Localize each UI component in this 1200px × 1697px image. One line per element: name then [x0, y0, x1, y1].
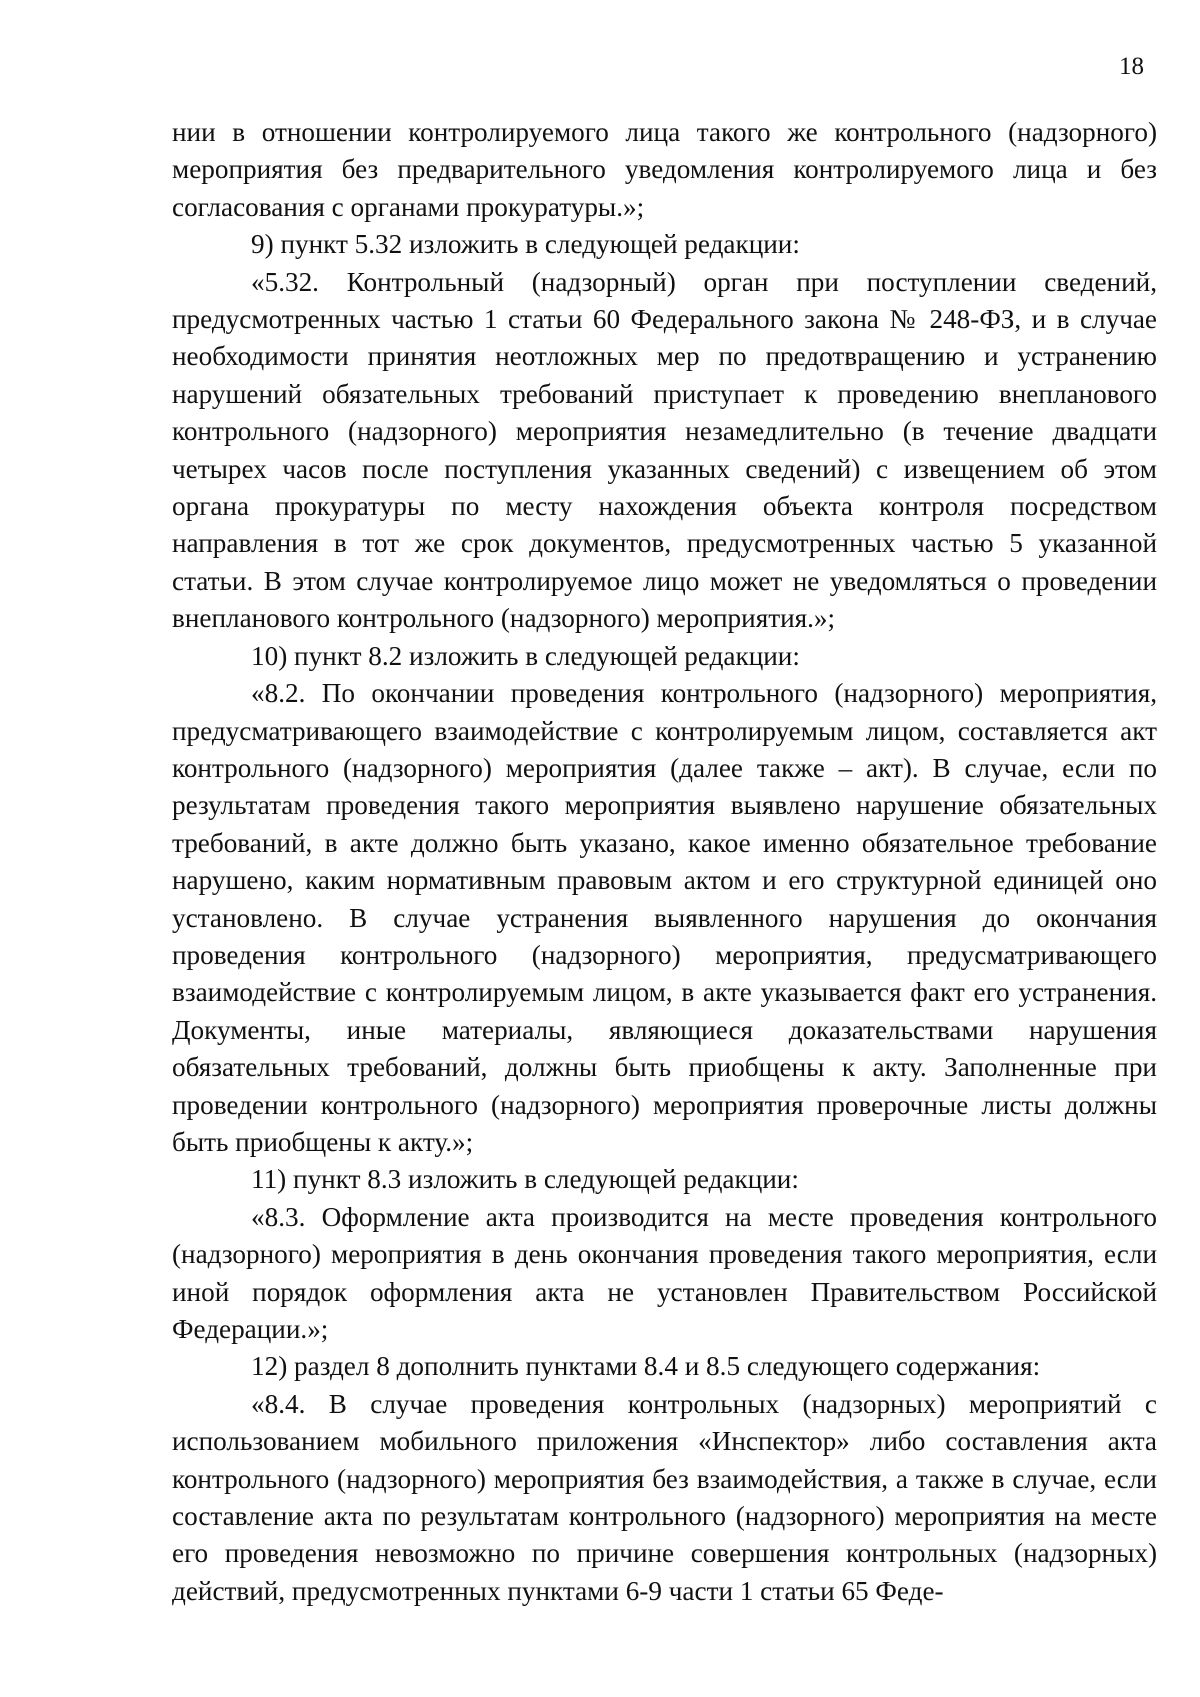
paragraph-item-9: 9) пункт 5.32 изложить в следующей редакции:	[251, 229, 800, 260]
paragraph-clause-5-32: «5.32. Контрольный (надзорный) орган при поступлении сведений, предусмотренных частью 1 статьи 60 Федерального закона № 248-ФЗ, и в случае необходимости принятия неотложных мер по предотвращению и устранению нарушений обязательных требований приступает к проведению внепланового контрольного (надзорного) мероприятия незамедлительно (в течение двадцати четырех часов после поступления указанных сведений) с извещением об этом органа прокуратуры по месту нахождения объекта контроля посредством направления в тот же срок документов, предусмотренных частью 5 указанной статьи. В этом случае контролируемое лицо может не уведомляться о проведении внепланового контрольного (надзорного) мероприятия.»;	[172, 266, 1157, 634]
paragraph-clause-8-3: «8.3. Оформление акта производится на месте проведения контрольного (надзорного) мероприятия в день окончания проведения такого мероприятия, если иной порядок оформления акта не установлен Правительством Российской Федерации.»;	[172, 1201, 1157, 1344]
paragraph-clause-8-2: «8.2. По окончании проведения контрольного (надзорного) мероприятия, предусматривающего взаимодействие с контролируемым лицом, составляется акт контрольного (надзорного) мероприятия (далее также – акт). В случае, если по результатам проведения такого мероприятия выявлено нарушение обязательных требований, в акте должно быть указано, какое именно обязательное требование нарушено, каким нормативным правовым актом и его структурной единицей оно установлено. В случае устранения выявленного нарушения до окончания проведения контрольного (надзорного) мероприятия, предусматривающего взаимодействие с контролируемым лицом, в акте указывается факт его устранения. Документы, иные материалы, являющиеся доказательствами нарушения обязательных требований, должны быть приобщены к акту. Заполненные при проведении контрольного (надзорного) мероприятия проверочные листы должны быть приобщены к акту.»;	[172, 678, 1157, 1157]
paragraph-item-10: 10) пункт 8.2 изложить в следующей редакции:	[251, 640, 800, 671]
page-number: 18	[1119, 53, 1144, 80]
paragraph-continuation: нии в отношении контролируемого лица такого же контрольного (надзорного) мероприятия без предварительного уведомления контролируемого лица и без согласования с органами прокуратуры.»;	[172, 117, 1157, 222]
paragraph-item-11: 11) пункт 8.3 изложить в следующей редакции:	[251, 1164, 799, 1195]
paragraph-clause-8-4: «8.4. В случае проведения контрольных (надзорных) мероприятий с использованием мобильного приложения «Инспектор» либо составления акта контрольного (надзорного) мероприятия без взаимодействия, а также в случае, если составление акта по результатам контрольного (надзорного) мероприятия на месте его проведения невозможно по причине совершения контрольных (надзорных) действий, предусмотренных пунктами 6-9 части 1 статьи 65 Феде-	[172, 1388, 1157, 1606]
paragraph-item-12: 12) раздел 8 дополнить пунктами 8.4 и 8.5 следующего содержания:	[251, 1351, 1041, 1382]
document-body	[172, 114, 1157, 1610]
